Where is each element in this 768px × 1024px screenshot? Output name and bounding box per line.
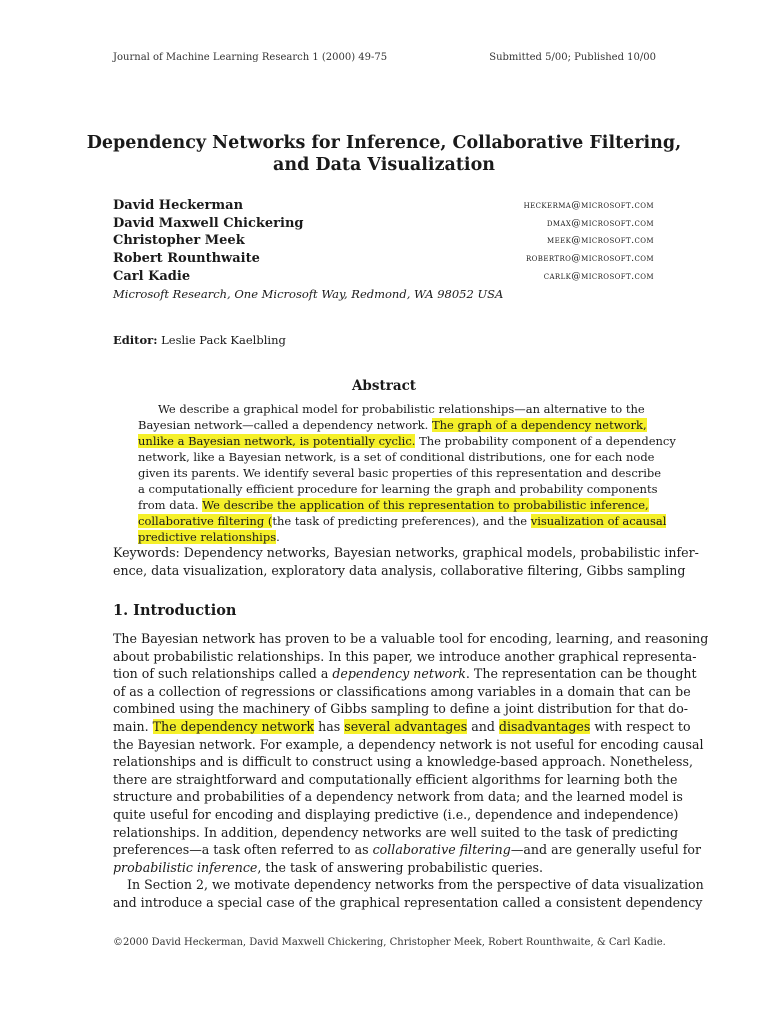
intro-line: the Bayesian network. For example, a dependency network is not useful for encoding causal <box>113 736 704 752</box>
author-email: carlk@microsoft.com <box>543 271 654 282</box>
intro-line: main. The dependency network has several advantages and disadvantages with respect to <box>113 718 691 734</box>
highlight: unlike a Bayesian network, is potentially cyclic. <box>138 434 416 448</box>
author-email: dmax@microsoft.com <box>546 218 654 229</box>
author-name: Robert Rounthwaite <box>113 251 260 266</box>
intro-line: quite useful for encoding and displaying predictive (i.e., dependence and independence) <box>113 806 679 822</box>
abstract-line: network, like a Bayesian network, is a set of conditional distributions, one for each node <box>138 450 655 464</box>
abstract-line: predictive relationships. <box>138 530 280 544</box>
submission-dates: Submitted 5/00; Published 10/00 <box>489 52 656 63</box>
intro-line: The Bayesian network has proven to be a valuable tool for encoding, learning, and reasoning <box>113 631 709 646</box>
abstract-heading: Abstract <box>351 378 417 394</box>
intro-line: and introduce a special case of the graphical representation called a consistent dependency <box>113 894 703 910</box>
intro-line: relationships. In addition, dependency networks are well suited to the task of predicting <box>113 824 679 840</box>
highlight: predictive relationships <box>138 530 277 544</box>
highlight: visualization of acausal <box>530 514 667 528</box>
abstract-line: unlike a Bayesian network, is potentially cyclic. The probability component of a dependency <box>138 434 676 448</box>
author-email: heckerma@microsoft.com <box>523 200 654 211</box>
paper-title-line-1: Dependency Networks for Inference, Collaborative Filtering, <box>86 133 682 153</box>
abstract-line: collaborative filtering (the task of predicting preferences), and the visualization of acausal <box>138 514 667 528</box>
intro-line: tion of such relationships called a dependency network. The representation can be thought <box>113 666 697 682</box>
author-email: robertro@microsoft.com <box>525 253 654 264</box>
copyright-footer: ©2000 David Heckerman, David Maxwell Chickering, Christopher Meek, Robert Rounthwaite, & Carl Kadie. <box>113 937 666 948</box>
intro-line: relationships and is difficult to construct using a knowledge-based approach. Nonetheless, <box>113 754 693 770</box>
author-name: David Heckerman <box>113 198 244 213</box>
intro-line: probabilistic inference, the task of answering probabilistic queries. <box>113 859 544 875</box>
abstract-line: given its parents. We identify several basic properties of this representation and describe <box>138 466 662 480</box>
intro-line: combined using the machinery of Gibbs sampling to define a joint distribution for that do- <box>113 701 689 717</box>
intro-line: there are straightforward and computationally efficient algorithms for learning both the <box>113 771 678 787</box>
keywords <box>113 544 699 579</box>
editor-label: Editor: <box>113 333 158 347</box>
highlight: The graph of a dependency network, <box>431 418 647 432</box>
abstract-line: from data. We describe the application of this representation to probabilistic inference, <box>138 498 649 512</box>
intro-line: about probabilistic relationships. In this paper, we introduce another graphical representa- <box>113 648 697 664</box>
abstract-line: a computationally efficient procedure for learning the graph and probability components <box>138 482 658 496</box>
intro-line: In Section 2, we motivate dependency networks from the perspective of data visualization <box>127 877 704 893</box>
abstract-body <box>138 401 676 545</box>
author-email: meek@microsoft.com <box>547 235 654 246</box>
author-name: Carl Kadie <box>113 269 191 284</box>
author-name: Christopher Meek <box>113 233 245 248</box>
keywords-line: ence, data visualization, exploratory data analysis, collaborative filtering, Gibbs sampling <box>113 562 686 578</box>
paper-title-line-2: and Data Visualization <box>273 155 495 175</box>
keywords-line: Keywords: Dependency networks, Bayesian networks, graphical models, probabilistic infer- <box>113 545 699 560</box>
intro-line: of as a collection of regressions or classifications among variables in a domain that can be <box>113 683 691 699</box>
highlight: We describe the application of this representation to probabilistic inference, <box>202 498 649 512</box>
intro-line: preferences—a task often referred to as collaborative filtering—and are generally useful for <box>113 842 701 858</box>
intro-line: structure and probabilities of a dependency network from data; and the learned model is <box>113 789 683 805</box>
intro-body <box>113 630 709 912</box>
highlight: The dependency network <box>152 718 315 734</box>
abstract-line: Bayesian network—called a dependency network. The graph of a dependency network, <box>138 418 647 432</box>
author-name: David Maxwell Chickering <box>113 216 304 231</box>
highlight: several advantages <box>344 718 468 734</box>
highlight: disadvantages <box>498 718 591 734</box>
journal-header: Journal of Machine Learning Research 1 (2000) 49-75 <box>113 52 388 63</box>
editor-line <box>113 333 286 347</box>
editor-name: Leslie Pack Kaelbling <box>161 333 286 347</box>
abstract-line: We describe a graphical model for probabilistic relationships—an alternative to the <box>158 402 645 416</box>
highlight: collaborative filtering ( <box>138 514 273 528</box>
affiliation: Microsoft Research, One Microsoft Way, Redmond, WA 98052 USA <box>113 287 504 301</box>
section-heading: 1. Introduction <box>113 602 237 619</box>
